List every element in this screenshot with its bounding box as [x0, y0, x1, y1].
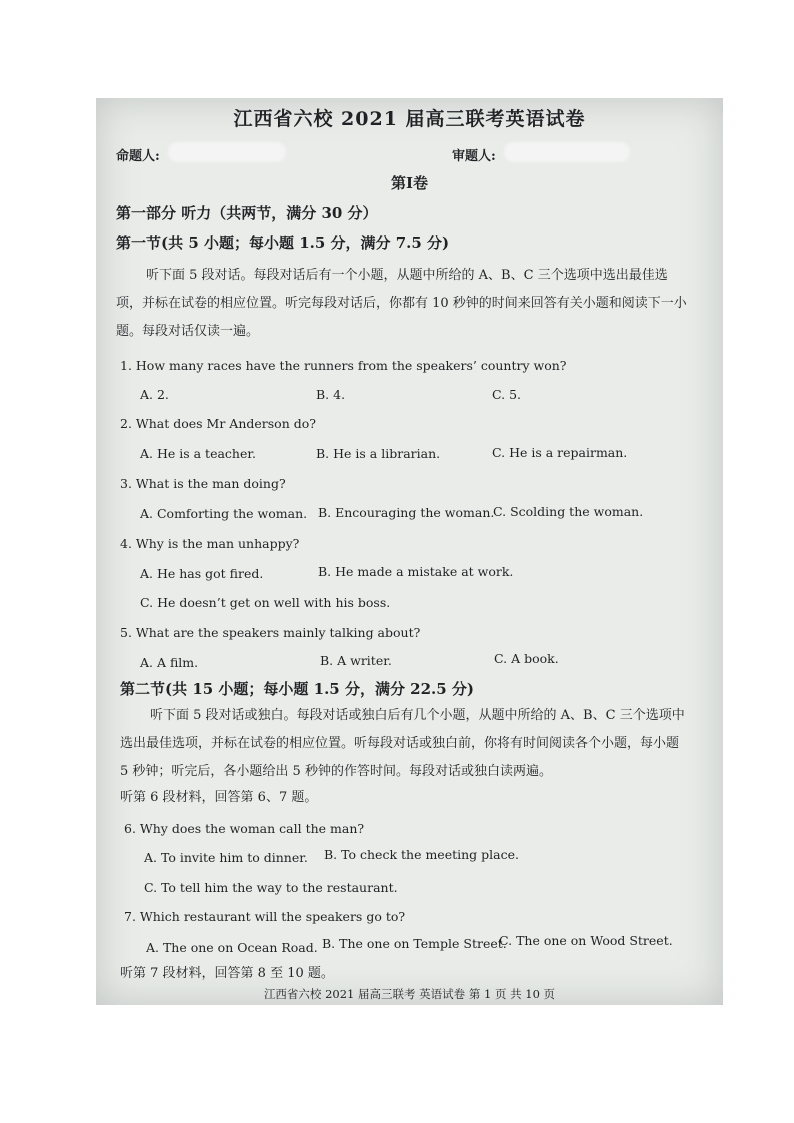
question-stem: 1. How many races have the runners from the speakers’ country won? — [120, 358, 567, 373]
page-footer: 江西省六校 2021 届高三联考 英语试卷 第 1 页 共 10 页 — [263, 987, 556, 1001]
option-a: A. A film. — [140, 655, 199, 670]
option-c: C. The one on Wood Street. — [499, 933, 673, 948]
option-a: A. 2. — [140, 387, 169, 402]
question-stem: 6. Why does the woman call the man? — [124, 821, 365, 836]
option-b: B. 4. — [316, 387, 346, 402]
material-6-note: 听第 6 段材料，回答第 6、7 题。 — [120, 790, 318, 805]
section2-heading: 第二节(共 15 小题；每小题 1.5 分，满分 22.5 分) — [120, 680, 475, 698]
option-a: A. Comforting the woman. — [140, 506, 308, 521]
option-b: B. He made a mistake at work. — [318, 564, 514, 579]
section1-instructions: 听下面 5 段对话。每段对话后有一个小题，从题中所给的 A、B、C 三个选项中选出最佳选项，并标在试卷的相应位置。听完每段对话后，你都有 10 秒钟的时间来回答有关小题和阅读下一小题。每段对话仅读一遍。 — [116, 268, 687, 339]
option-c: C. A book. — [494, 651, 559, 666]
option-b: B. He is a librarian. — [316, 446, 441, 461]
option-b: B. A writer. — [320, 653, 392, 668]
volume-heading: 第Ⅰ卷 — [390, 174, 429, 192]
option-c: C. He doesn’t get on well with his boss. — [140, 595, 391, 610]
exam-page — [96, 98, 723, 1005]
option-a: A. The one on Ocean Road. — [146, 940, 318, 955]
option-b: B. The one on Temple Street. — [322, 936, 507, 951]
question-stem: 5. What are the speakers mainly talking about? — [120, 625, 421, 640]
question-stem: 4. Why is the man unhappy? — [120, 536, 300, 551]
option-a: A. To invite him to dinner. — [144, 850, 308, 865]
option-b: B. To check the meeting place. — [324, 847, 519, 862]
reviewer-redaction — [504, 142, 630, 162]
part1-heading: 第一部分 听力（共两节，满分 30 分） — [116, 204, 378, 222]
option-a: A. He is a teacher. — [140, 446, 256, 461]
section2-instructions: 听下面 5 段对话或独白。每段对话或独白后有几个小题，从题中所给的 A、B、C 三个选项中选出最佳选项，并标在试卷的相应位置。听每段对话或独白前，你将有时间阅读各个小题，每小题 5 秒钟；听完后，各小题给出 5 秒钟的作答时间。每段对话或独白读两遍。 — [120, 708, 685, 779]
option-c: C. 5. — [492, 387, 521, 402]
option-a: A. He has got fired. — [140, 566, 264, 581]
question-stem: 2. What does Mr Anderson do? — [120, 416, 316, 431]
option-b: B. Encouraging the woman. — [318, 505, 495, 520]
option-c: C. He is a repairman. — [492, 445, 628, 460]
material-7-note: 听第 7 段材料，回答第 8 至 10 题。 — [120, 966, 334, 981]
option-c: C. Scolding the woman. — [493, 504, 644, 519]
question-stem: 7. Which restaurant will the speakers go to? — [124, 909, 406, 924]
exam-title: 江西省六校 2021 届高三联考英语试卷 — [233, 108, 586, 130]
author-label: 命题人: — [116, 149, 160, 164]
reviewer-label: 审题人: — [452, 149, 496, 164]
author-redaction — [168, 142, 286, 162]
question-stem: 3. What is the man doing? — [120, 476, 286, 491]
option-c: C. To tell him the way to the restaurant. — [144, 880, 398, 895]
section1-heading: 第一节(共 5 小题；每小题 1.5 分，满分 7.5 分) — [116, 234, 450, 252]
